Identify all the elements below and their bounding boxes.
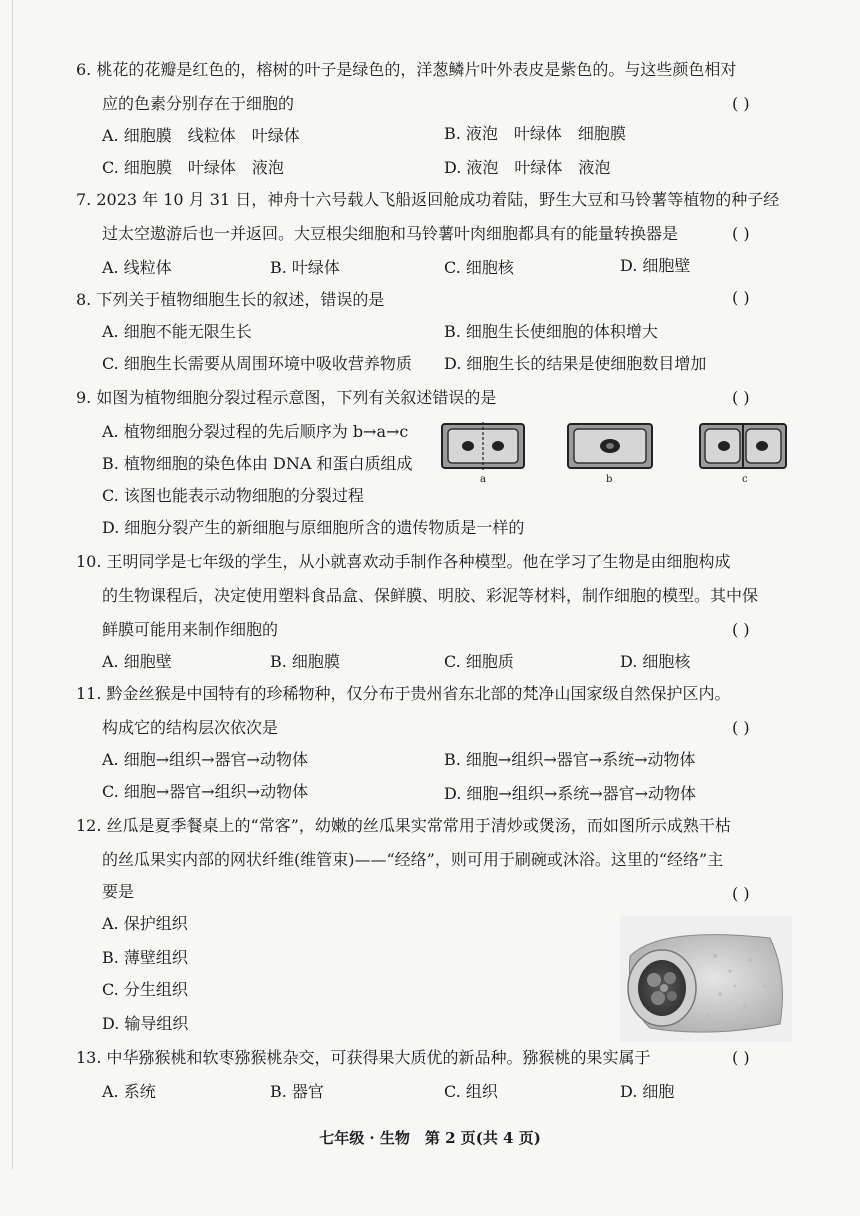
q11-stem-line1: 11. 黔金丝猴是中国特有的珍稀物种，仅分布于贵州省东北部的梵净山国家级自然保护区内。 bbox=[76, 684, 731, 703]
q12-option-a: A. 保护组织 bbox=[102, 914, 188, 933]
q10-stem-line3: 鲜膜可能用来制作细胞的 bbox=[102, 620, 279, 639]
q10-option-a: A. 细胞壁 bbox=[102, 652, 172, 671]
q13-answer-blank: ( ) bbox=[732, 1048, 750, 1067]
q13-stem: 13. 中华猕猴桃和软枣猕猴桃杂交，可获得果大质优的新品种。猕猴桃的果实属于 bbox=[76, 1048, 651, 1067]
figure-label-b: b bbox=[606, 474, 613, 485]
q6-option-b: B. 液泡 叶绿体 细胞膜 bbox=[444, 124, 626, 143]
q13-option-c: C. 组织 bbox=[444, 1082, 498, 1101]
page-footer: 七年级 · 生物 第 2 页(共 4 页) bbox=[319, 1129, 541, 1147]
q8-option-c: C. 细胞生长需要从周围环境中吸收营养物质 bbox=[102, 354, 412, 373]
cell-diagram-c bbox=[698, 420, 788, 472]
q7-option-a: A. 线粒体 bbox=[102, 258, 172, 277]
cell-diagram-a bbox=[440, 420, 526, 472]
q6-stem-line1: 6. 桃花的花瓣是红色的，榕树的叶子是绿色的，洋葱鳞片叶外表皮是紫色的。与这些颜色相对 bbox=[76, 60, 737, 79]
q13-option-a: A. 系统 bbox=[102, 1082, 156, 1101]
q10-option-c: C. 细胞质 bbox=[444, 652, 514, 671]
q6-option-a: A. 细胞膜 线粒体 叶绿体 bbox=[102, 126, 300, 145]
q9-option-b: B. 植物细胞的染色体由 DNA 和蛋白质组成 bbox=[102, 454, 413, 473]
q7-stem-line1: 7. 2023 年 10 月 31 日，神舟十六号载人飞船返回舱成功着陆，野生大豆和马铃薯等植物的种子经 bbox=[76, 190, 780, 209]
q12-option-b: B. 薄壁组织 bbox=[102, 948, 188, 967]
q10-option-d: D. 细胞核 bbox=[620, 652, 691, 671]
q13-option-d: D. 细胞 bbox=[620, 1082, 675, 1101]
q8-stem: 8. 下列关于植物细胞生长的叙述，错误的是 bbox=[76, 290, 385, 309]
q11-option-a: A. 细胞→组织→器官→动物体 bbox=[102, 750, 308, 769]
q11-stem-line2: 构成它的结构层次依次是 bbox=[102, 718, 279, 737]
q12-stem-line2: 的丝瓜果实内部的网状纤维(维管束)——“经络”，则可用于刷碗或沐浴。这里的“经络”主 bbox=[102, 850, 724, 869]
q10-answer-blank: ( ) bbox=[732, 620, 750, 639]
q7-stem-line2: 过太空遨游后也一并返回。大豆根尖细胞和马铃薯叶肉细胞都具有的能量转换器是 bbox=[102, 224, 679, 243]
figure-label-c: c bbox=[742, 474, 748, 485]
q9-answer-blank: ( ) bbox=[732, 388, 750, 407]
q9-option-d: D. 细胞分裂产生的新细胞与原细胞所含的遗传物质是一样的 bbox=[102, 518, 525, 537]
q9-option-c: C. 该图也能表示动物细胞的分裂过程 bbox=[102, 486, 364, 505]
q7-option-c: C. 细胞核 bbox=[444, 258, 514, 277]
q6-option-c: C. 细胞膜 叶绿体 液泡 bbox=[102, 158, 284, 177]
q8-answer-blank: ( ) bbox=[732, 288, 750, 307]
q12-stem-line3: 要是 bbox=[102, 882, 135, 901]
q10-stem-line1: 10. 王明同学是七年级的学生，从小就喜欢动手制作各种模型。他在学习了生物是由细胞构成 bbox=[76, 552, 731, 571]
q7-option-d: D. 细胞壁 bbox=[620, 256, 691, 275]
q12-option-c: C. 分生组织 bbox=[102, 980, 188, 999]
q10-option-b: B. 细胞膜 bbox=[270, 652, 340, 671]
q8-option-a: A. 细胞不能无限生长 bbox=[102, 322, 252, 341]
q7-answer-blank: ( ) bbox=[732, 224, 750, 243]
q11-answer-blank: ( ) bbox=[732, 718, 750, 737]
q12-answer-blank: ( ) bbox=[732, 884, 750, 903]
loofah-photo bbox=[620, 916, 792, 1042]
q11-option-d: D. 细胞→组织→系统→器官→动物体 bbox=[444, 784, 697, 803]
q8-option-d: D. 细胞生长的结果是使细胞数目增加 bbox=[444, 354, 707, 373]
q6-option-d: D. 液泡 叶绿体 液泡 bbox=[444, 158, 611, 177]
q9-stem: 9. 如图为植物细胞分裂过程示意图，下列有关叙述错误的是 bbox=[76, 388, 497, 407]
figure-label-a: a bbox=[480, 474, 486, 485]
q6-stem-line2: 应的色素分别存在于细胞的 bbox=[102, 94, 295, 113]
q9-option-a: A. 植物细胞分裂过程的先后顺序为 b→a→c bbox=[102, 422, 409, 441]
scan-edge-line bbox=[12, 0, 13, 1170]
q6-answer-blank: ( ) bbox=[732, 94, 750, 113]
q8-option-b: B. 细胞生长使细胞的体积增大 bbox=[444, 322, 658, 341]
q11-option-c: C. 细胞→器官→组织→动物体 bbox=[102, 782, 309, 801]
q12-stem-line1: 12. 丝瓜是夏季餐桌上的“常客”，幼嫩的丝瓜果实常常用于清炒或煲汤，而如图所示成熟干枯 bbox=[76, 816, 731, 835]
q11-option-b: B. 细胞→组织→器官→系统→动物体 bbox=[444, 750, 696, 769]
q13-option-b: B. 器官 bbox=[270, 1082, 324, 1101]
q12-option-d: D. 输导组织 bbox=[102, 1014, 189, 1033]
q7-option-b: B. 叶绿体 bbox=[270, 258, 340, 277]
cell-diagram-b bbox=[566, 420, 654, 472]
q10-stem-line2: 的生物课程后，决定使用塑料食品盒、保鲜膜、明胶、彩泥等材料，制作细胞的模型。其中保 bbox=[102, 586, 759, 605]
